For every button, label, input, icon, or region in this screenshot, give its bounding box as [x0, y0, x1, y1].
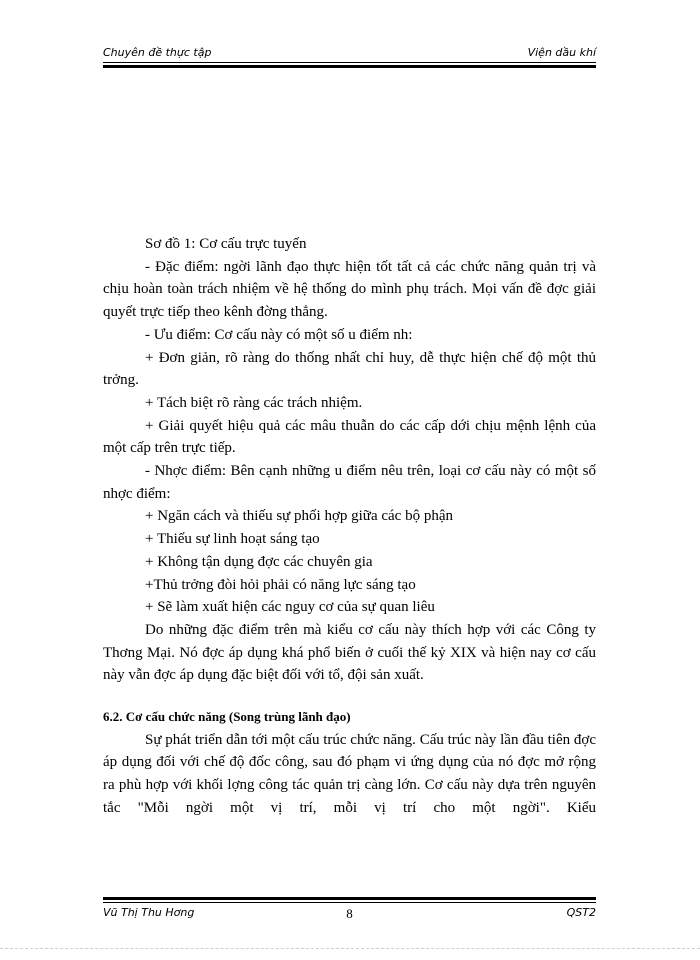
advantage-item-1: + Đơn giản, rõ ràng do thống nhất chỉ huy, dễ thực hiện chế độ một thủ trởng. — [103, 349, 596, 389]
disadvantage-item-4: +Thủ trởng đòi hỏi phải có năng lực sáng tạo — [145, 576, 416, 593]
advantage-item-2: + Tách biệt rõ ràng các trách nhiệm. — [145, 394, 363, 411]
paragraph-disadvantages-intro: - Nhợc điểm: Bên cạnh những u điểm nêu trên, loại cơ cấu này có một số nhợc điểm: — [103, 463, 596, 502]
disadvantage-item-5: + Sẽ làm xuất hiện các nguy cơ của sự quan liêu — [145, 599, 435, 616]
paragraph-characteristics: - Đặc điểm: ngời lãnh đạo thực hiện tốt tất cả các chức năng quản trị và chịu hoàn toàn trách nhiệm về hệ thống do mình phụ trách. Mọi vấn đề đợc giải quyết trực tiếp theo kênh đờng thẳng. — [103, 258, 596, 321]
header-rule-thick — [103, 65, 596, 68]
header-right-title: Viện dầu khí — [527, 46, 596, 59]
paragraph-advantages-intro: - Ưu điểm: Cơ cấu này có một số u điểm nh: — [145, 326, 413, 343]
header-rule-thin — [103, 62, 596, 63]
page-edge-divider — [0, 948, 700, 949]
footer-rule-thin — [103, 902, 596, 903]
page-number: 8 — [346, 906, 353, 921]
footer-rule-thick — [103, 897, 596, 900]
document-body — [103, 233, 596, 820]
disadvantage-item-3: + Không tận dụng đợc các chuyên gia — [145, 553, 373, 570]
footer-code: QST2 — [566, 906, 596, 919]
section-heading: 6.2. Cơ cấu chức năng (Song trùng lãnh đạo) — [103, 709, 351, 725]
diagram-caption: Sơ đồ 1: Cơ cấu trực tuyến — [145, 236, 307, 252]
footer-author: Vũ Thị Thu Hơng — [103, 906, 195, 919]
section-paragraph: Sự phát triển dẫn tới một cấu trúc chức năng. Cấu trúc này lần đầu tiên đợc áp dụng đối với chế độ đốc công, sau đó phạm vi ứng dụng của nó đợc mở rộng ra phù hợp với khối lợng công tác quản trị càng lớn. Cơ cấu này dựa trên nguyên tắc "Mỗi ngời một vị trí, mỗi vị trí cho một ngời". Kiểu — [103, 731, 596, 816]
page-footer — [103, 906, 596, 920]
paragraph-conclusion: Do những đặc điểm trên mà kiểu cơ cấu này thích hợp với các Công ty Thơng Mại. Nó đợc áp dụng khá phổ biến ở cuối thế kỷ XIX và hiện nay cơ cấu này vẫn đợc áp dụng đặc biệt đối với tổ, đội sản xuất. — [103, 621, 596, 684]
disadvantage-item-1: + Ngăn cách và thiếu sự phối hợp giữa các bộ phận — [145, 508, 453, 525]
advantage-item-3: + Giải quyết hiệu quả các mâu thuẫn do các cấp dới chịu mệnh lệnh của một cấp trên trực tiếp. — [103, 417, 596, 457]
disadvantage-item-2: + Thiếu sự linh hoạt sáng tạo — [145, 531, 320, 548]
page-header — [103, 46, 596, 60]
header-left-title: Chuyên đề thực tập — [103, 46, 212, 59]
